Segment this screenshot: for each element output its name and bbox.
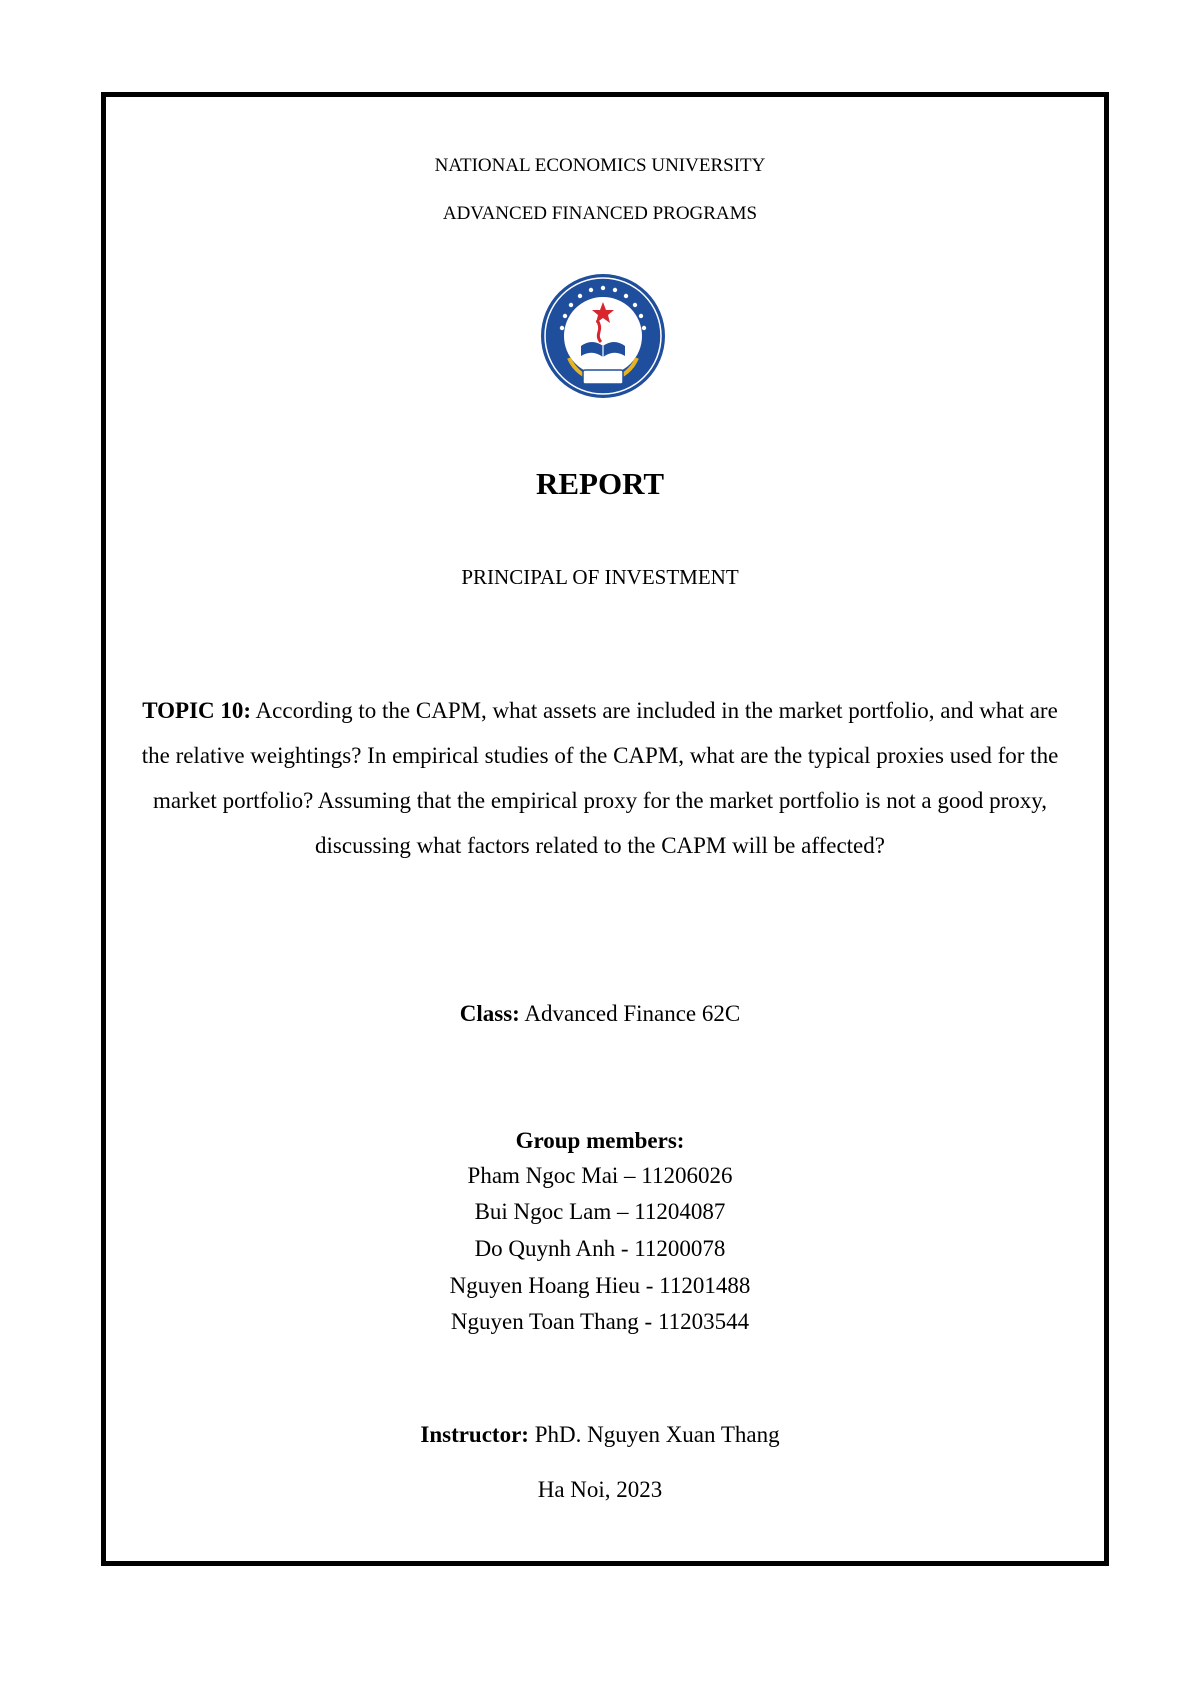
topic-paragraph [140,688,1060,868]
member-item: Nguyen Hoang Hieu - 11201488 [449,1273,751,1298]
report-title: REPORT [535,466,665,501]
program-name: ADVANCED FINANCED PROGRAMS [442,203,758,224]
instructor-value: PhD. Nguyen Xuan Thang [534,1422,780,1447]
instructor-line [0,1422,1200,1448]
university-seal-icon [539,272,667,400]
topic-text: According to the CAPM, what assets are included in the market portfolio, and what are the relative weightings? In empirical studies of the CAPM, what are the typical proxies used for the market portfolio? Assuming that the empirical proxy for the market portfolio is not a good proxy, discussing what factors related to the CAPM will be affected? [141,698,1059,858]
class-label: Class: [459,1001,520,1026]
course-name: PRINCIPAL OF INVESTMENT [461,565,739,589]
topic-label: TOPIC 10: [142,698,252,723]
class-value: Advanced Finance 62C [524,1001,741,1026]
university-name: NATIONAL ECONOMICS UNIVERSITY [434,155,766,176]
member-item: Pham Ngoc Mai – 11206026 [467,1163,733,1188]
class-line [0,1001,1200,1027]
members-heading: Group members: [515,1128,685,1153]
member-item: Bui Ngoc Lam – 11204087 [474,1199,726,1224]
member-item: Nguyen Toan Thang - 11203544 [450,1309,750,1334]
instructor-label: Instructor: [420,1422,529,1447]
place-date: Ha Noi, 2023 [537,1477,663,1502]
member-item: Do Quynh Anh - 11200078 [474,1236,726,1261]
